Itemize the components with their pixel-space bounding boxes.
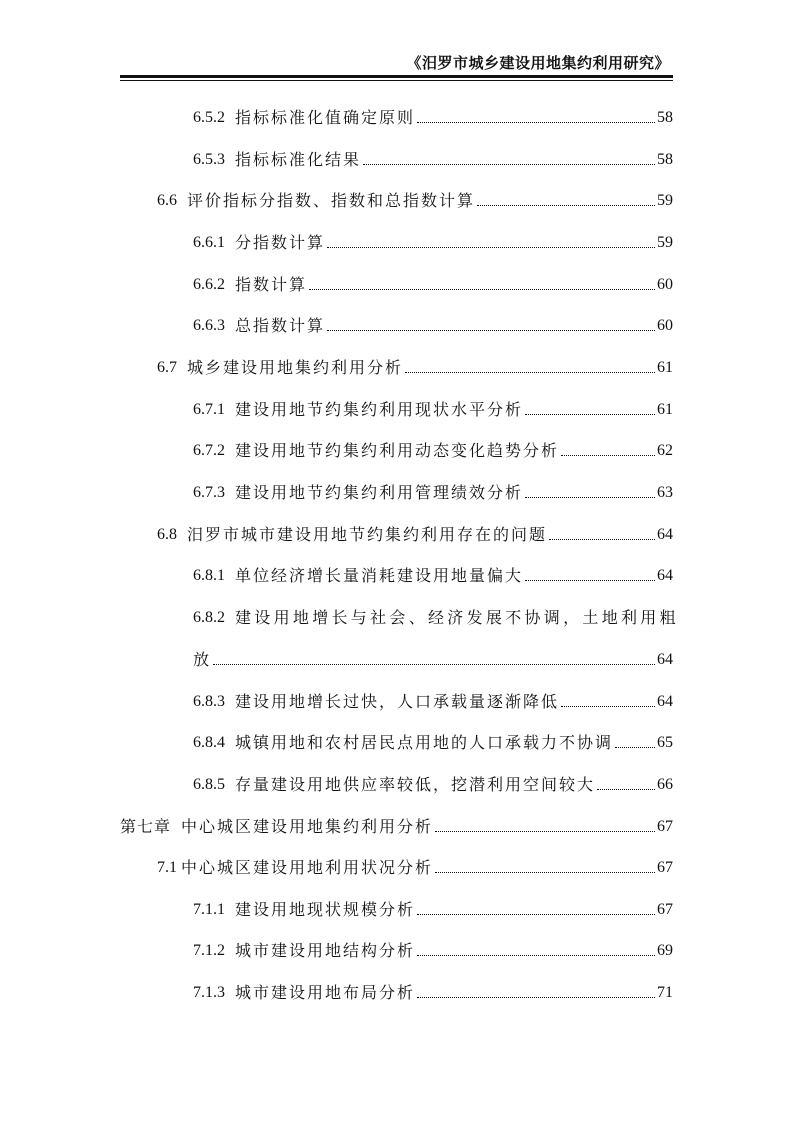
toc-entry[interactable]: [193, 771, 673, 795]
toc-number: 6.7.3: [193, 484, 225, 501]
toc-leader: [597, 789, 655, 790]
toc-title: 存量建设用地供应率较低，挖潜利用空间较大: [235, 775, 596, 794]
toc-chapter-number: 第七章: [120, 817, 172, 836]
toc-page: 66: [657, 776, 673, 793]
toc-title: 建设用地节约集约利用管理绩效分析: [235, 483, 524, 502]
toc-page: 64: [657, 693, 673, 710]
toc-leader: [417, 997, 655, 998]
toc-number: 6.8.3: [193, 693, 225, 710]
toc-number: 6.5.3: [193, 151, 225, 168]
toc-page: 64: [657, 651, 673, 668]
toc-number: 6.8.2: [193, 609, 225, 626]
toc-number: 6.7: [157, 359, 177, 376]
toc-entry[interactable]: [193, 437, 673, 461]
toc-number: 6.7.1: [193, 401, 225, 418]
toc-entry[interactable]: [193, 562, 673, 586]
toc-title: 分指数计算: [235, 233, 326, 252]
toc-number: 6.6.1: [193, 234, 225, 251]
toc-number: 6.6.3: [193, 317, 225, 334]
toc-entry[interactable]: [193, 979, 673, 1003]
toc-entry[interactable]: [193, 396, 673, 420]
toc-page: 59: [657, 234, 673, 251]
toc-number: 6.8: [157, 526, 177, 543]
toc-page: 59: [657, 192, 673, 209]
toc-number: 6.6: [157, 192, 177, 209]
toc-entry[interactable]: [193, 479, 673, 503]
toc-leader: [417, 914, 655, 915]
toc-title: 总指数计算: [235, 316, 326, 335]
toc-entry[interactable]: [193, 312, 673, 336]
toc-page: 60: [657, 276, 673, 293]
toc-entry[interactable]: [193, 229, 673, 253]
toc-title-continuation: 放: [193, 650, 212, 669]
toc-entry[interactable]: [193, 146, 673, 170]
toc-entry[interactable]: [193, 688, 673, 712]
toc-title: 建设用地节约集约利用现状水平分析: [235, 400, 524, 419]
toc-leader: [561, 706, 655, 707]
toc-number: 7.1: [157, 859, 177, 876]
toc-page: 61: [657, 359, 673, 376]
toc-page: 61: [657, 401, 673, 418]
toc-leader: [615, 747, 655, 748]
toc-page: 65: [657, 734, 673, 751]
toc-title: 评价指标分指数、指数和总指数计算: [187, 191, 476, 210]
toc-entry[interactable]: [157, 854, 673, 878]
toc-entry[interactable]: [193, 937, 673, 961]
toc-leader: [309, 289, 655, 290]
toc-title: 单位经济增长量消耗建设用地量偏大: [235, 566, 524, 585]
toc-entry[interactable]: [193, 896, 673, 920]
toc-leader: [525, 414, 655, 415]
toc-page: 67: [657, 818, 673, 835]
toc-page: 64: [657, 567, 673, 584]
toc-leader: [363, 164, 655, 165]
toc-leader: [525, 580, 655, 581]
toc-title: 指数计算: [235, 275, 308, 294]
toc-title: 城市建设用地布局分析: [235, 983, 416, 1002]
toc-title: 中心城区建设用地利用状况分析: [181, 858, 434, 877]
toc-page: 62: [657, 442, 673, 459]
toc-number: 7.1.1: [193, 901, 225, 918]
toc-entry[interactable]: [157, 187, 673, 211]
toc-number: 7.1.3: [193, 984, 225, 1001]
toc-title: 汨罗市城市建设用地节约集约利用存在的问题: [187, 525, 548, 544]
toc-entry-chapter[interactable]: [120, 813, 673, 837]
toc-page: 69: [657, 942, 673, 959]
toc-title: 建设用地增长过快，人口承载量逐渐降低: [235, 692, 560, 711]
toc-entry-continuation[interactable]: [193, 646, 673, 670]
toc-number: 6.5.2: [193, 109, 225, 126]
toc-leader: [549, 539, 655, 540]
toc-page: 67: [657, 859, 673, 876]
toc-page: 58: [657, 151, 673, 168]
toc-entry[interactable]: [193, 604, 679, 628]
toc-page: 60: [657, 317, 673, 334]
toc-number: 6.8.5: [193, 776, 225, 793]
header-rule-thin: [120, 80, 673, 81]
toc-page: 67: [657, 901, 673, 918]
toc-page: 58: [657, 109, 673, 126]
toc-leader: [417, 122, 655, 123]
toc-page: 64: [657, 526, 673, 543]
toc-title: 指标标准化值确定原则: [235, 108, 416, 127]
toc-entry[interactable]: [157, 354, 673, 378]
toc-leader: [561, 455, 655, 456]
toc-leader: [525, 497, 655, 498]
header-rule-thick: [120, 75, 673, 78]
toc-leader: [417, 955, 655, 956]
toc-leader: [477, 205, 655, 206]
toc-number: 6.6.2: [193, 276, 225, 293]
toc-leader: [405, 372, 655, 373]
toc-number: 6.8.4: [193, 734, 225, 751]
toc-entry[interactable]: [193, 729, 673, 753]
toc-leader: [327, 330, 655, 331]
toc-title: 中心城区建设用地集约利用分析: [181, 817, 434, 836]
toc-title: 城镇用地和农村居民点用地的人口承载力不协调: [235, 733, 614, 752]
toc-title: 建设用地节约集约利用动态变化趋势分析: [235, 441, 560, 460]
toc-page: 63: [657, 484, 673, 501]
toc-entry[interactable]: [157, 521, 673, 545]
toc-leader: [435, 872, 655, 873]
toc-entry[interactable]: [193, 104, 673, 128]
toc-number: 6.7.2: [193, 442, 225, 459]
toc-title: 建设用地现状规模分析: [235, 900, 416, 919]
toc-leader: [327, 247, 655, 248]
header-title: 《汨罗市城乡建设用地集约利用研究》: [406, 54, 670, 72]
toc-number: 6.8.1: [193, 567, 225, 584]
toc-entry[interactable]: [193, 271, 673, 295]
toc-number: 7.1.2: [193, 942, 225, 959]
toc-title: 城市建设用地结构分析: [235, 941, 416, 960]
toc-title: 指标标准化结果: [235, 150, 362, 169]
toc-title: 建设用地增长与社会、经济发展不协调，土地利用粗: [235, 608, 679, 627]
toc-leader: [213, 664, 655, 665]
toc-leader: [435, 831, 655, 832]
toc-page: 71: [657, 984, 673, 1001]
toc-title: 城乡建设用地集约利用分析: [187, 358, 404, 377]
